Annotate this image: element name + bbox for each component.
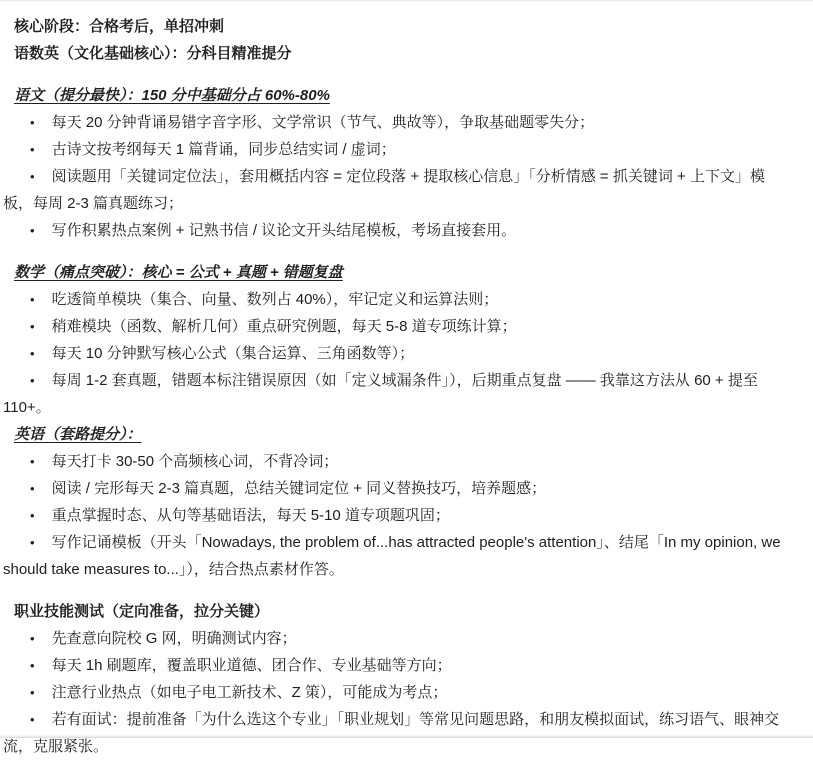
bullet-item [3,340,793,367]
section-math [3,259,793,421]
bullet-text: 阅读题用「关键词定位法」，套用概括内容 = 定位段落 + 提取核心信息」「分析情感 = 抓关键词 + 上下文」模板，每周 2-3 篇真题练习； [3,168,765,212]
bullet-dot-icon: • [30,142,35,157]
bullet-dot-icon: • [30,373,35,388]
bullet-text: 注意行业热点（如电子电工新技术、Z 策），可能成为考点； [51,684,448,701]
bullet-text: 每天 10 分钟默写核心公式（集合运算、三角函数等）； [51,345,415,362]
bullet-item [3,475,793,502]
bullet-item [3,286,793,313]
bullet-text: 每周 1-2 套真题，错题本标注错误原因（如「定义域漏条件」），后期重点复盘 —— 我靠这方法从 60 + 提至 110+。 [3,372,758,416]
bullet-item [3,502,793,529]
bullet-dot-icon: • [30,481,35,496]
bullet-dot-icon: • [30,115,35,130]
bullet-item [3,313,793,340]
section-english [3,421,793,583]
bullet-item [3,679,793,706]
bullet-text: 吃透简单模块（集合、向量、数列占 40%），牢记定义和运算法则； [51,291,499,308]
bullet-text: 古诗文按考纲每天 1 篇背诵，同步总结实词 / 虚词； [51,141,396,158]
section-heading-math: 数学（痛点突破）：核心 = 公式 + 真题 + 错题复盘 [14,264,343,281]
bullet-text: 写作积累热点案例 + 记熟书信 / 议论文开头结尾模板，考场直接套用。 [51,222,517,239]
section-heading-vocational: 职业技能测试（定向准备，拉分关键） [14,603,270,620]
page-top-edge [0,0,813,2]
bullet-text: 每天 20 分钟背诵易错字音字形、文学常识（节气、典故等），争取基础题零失分； [51,114,595,131]
bullet-text: 阅读 / 完形每天 2-3 篇真题，总结关键词定位 + 同义替换技巧，培养题感； [51,480,547,497]
intro-line-subjects: 语数英（文化基础核心）：分科目精准提分 [14,45,292,62]
bullet-item [3,448,793,475]
bullet-dot-icon: • [30,454,35,469]
section-heading-chinese: 语文（提分最快）：150 分中基础分占 60%-80% [14,87,330,104]
bullet-item [3,706,793,760]
section-chinese [3,82,793,244]
bullet-text: 稍难模块（函数、解析几何）重点研究例题，每天 5-8 道专项练计算； [51,318,517,335]
intro-line-core-stage: 核心阶段：合格考后，单招冲刺 [14,18,225,35]
bullet-text: 写作记诵模板（开头「Nowadays, the problem of...has attracted people's attention」、结尾「In my opinion, we should take measures to...」），结合热点素材作答。 [3,534,781,578]
bullet-dot-icon: • [30,223,35,238]
bullet-item [3,163,793,217]
bullet-text: 若有面试：提前准备「为什么选这个专业」「职业规划」等常见问题思路，和朋友模拟面试，练习语气、眼神交流，克服紧张。 [3,711,780,755]
bullet-dot-icon: • [30,712,35,727]
bullet-text: 重点掌握时态、从句等基础语法，每天 5-10 道专项题巩固； [51,507,450,524]
bullet-dot-icon: • [30,631,35,646]
bullet-item [3,652,793,679]
bullet-text: 每天 1h 刷题库，覆盖职业道德、团合作、专业基础等方向； [51,657,452,674]
bullet-text: 先查意向院校 G 网，明确测试内容； [51,630,297,647]
bullet-item [3,367,793,421]
bullet-item [3,529,793,583]
bullet-dot-icon: • [30,508,35,523]
bullet-dot-icon: • [30,319,35,334]
bullet-dot-icon: • [30,346,35,361]
bullet-item [3,109,793,136]
bullet-dot-icon: • [30,658,35,673]
bullet-item [3,217,793,244]
bullet-dot-icon: • [30,535,35,550]
bullet-dot-icon: • [30,169,35,184]
bullet-item [3,625,793,652]
bullet-item [3,136,793,163]
bullet-dot-icon: • [30,685,35,700]
bullet-text: 每天打卡 30-50 个高频核心词，不背冷词； [51,453,339,470]
bullet-dot-icon: • [30,292,35,307]
section-heading-english: 英语（套路提分）： [14,426,142,443]
